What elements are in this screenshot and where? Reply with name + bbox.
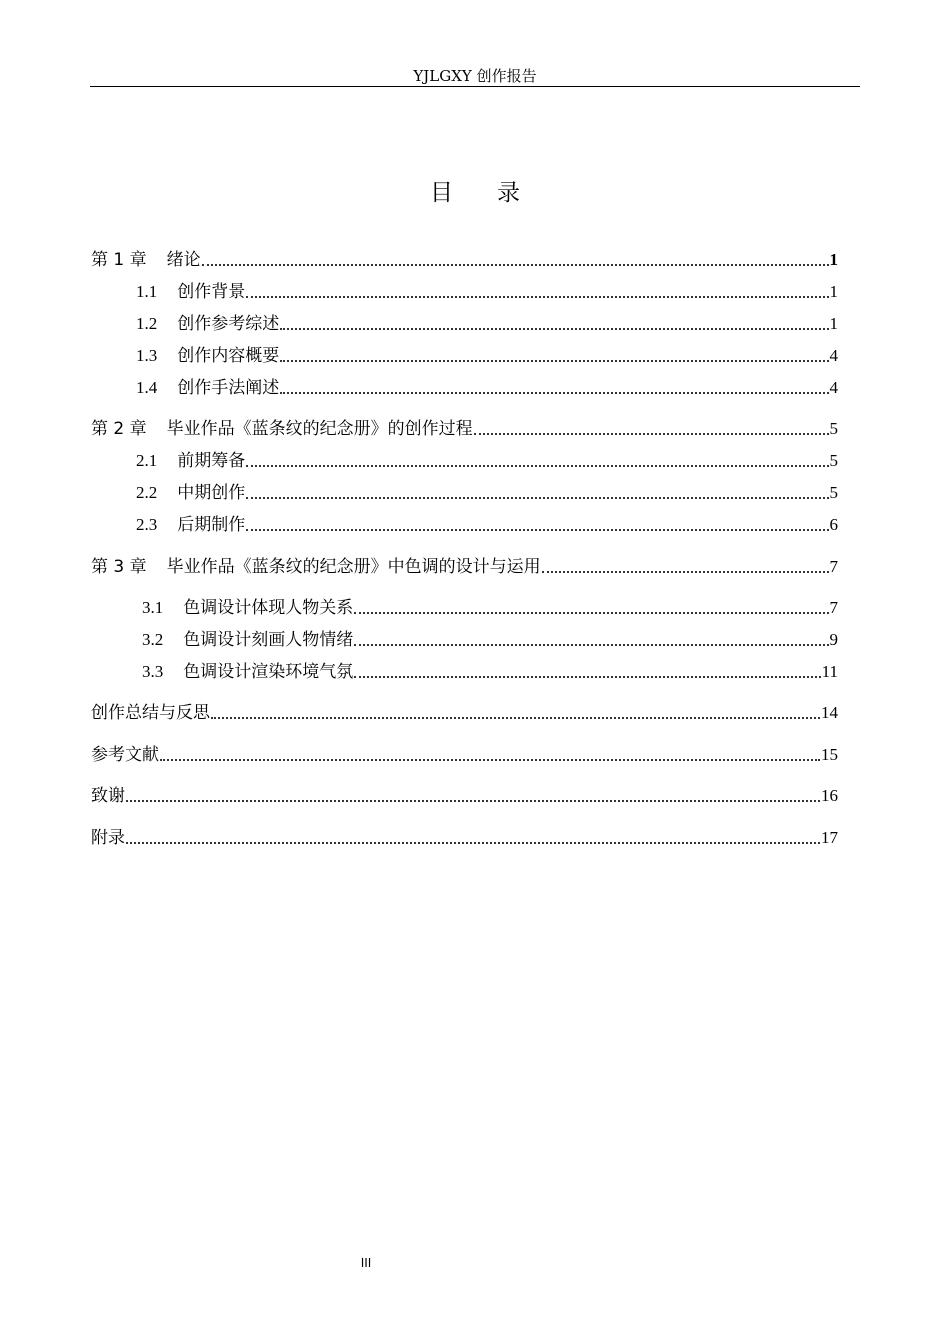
toc-entry-label: 致谢 <box>91 786 125 806</box>
toc-entry-page: 7 <box>829 598 838 617</box>
toc-entry-label: 参考文献 <box>91 745 159 765</box>
toc-entry-label: 创作手法阐述 <box>177 378 280 398</box>
toc-entry-page: 11 <box>821 662 838 681</box>
dot-leader <box>280 391 828 394</box>
toc-entry-label: 前期筹备 <box>177 451 246 471</box>
toc-entry-page: 14 <box>821 703 838 722</box>
toc-entry-1-4[interactable] <box>136 376 838 400</box>
toc-entry-label: 色调设计渲染环境气氛 <box>183 662 354 682</box>
toc-entry-number: 第 1 章 <box>91 250 147 270</box>
page-header <box>90 66 860 87</box>
toc-entry-2-3[interactable] <box>136 513 838 537</box>
dot-leader <box>202 263 829 266</box>
toc-entry-label: 附录 <box>91 828 125 848</box>
page-number: III <box>360 1256 372 1270</box>
dot-leader <box>126 841 820 844</box>
toc-entry-chapter-1[interactable] <box>91 248 838 272</box>
toc-entry-number: 1.1 <box>136 282 158 301</box>
toc-entry-number: 1.3 <box>136 346 158 365</box>
dot-leader <box>280 327 828 330</box>
dot-leader <box>354 611 828 614</box>
toc-entry-page: 16 <box>821 786 838 805</box>
toc-entry-label: 色调设计刻画人物情绪 <box>183 630 354 650</box>
toc-entry-3-2[interactable] <box>142 628 838 652</box>
toc-entry-2-1[interactable] <box>136 449 838 473</box>
dot-leader <box>474 432 829 435</box>
toc-entry-label: 毕业作品《蓝条纹的纪念册》中色调的设计与运用 <box>166 557 541 577</box>
toc-entry-number: 1.2 <box>136 314 158 333</box>
toc-entry-page: 4 <box>829 378 838 397</box>
toc-entry-number: 1.4 <box>136 378 158 397</box>
toc-entry-page: 15 <box>821 745 838 764</box>
toc-entry-page: 5 <box>829 419 838 438</box>
toc-entry-label: 绪论 <box>166 250 201 270</box>
toc-entry-acknowledgements[interactable] <box>91 784 838 808</box>
toc-entry-1-3[interactable] <box>136 344 838 368</box>
toc-entry-page: 1 <box>829 282 838 301</box>
dot-leader <box>160 758 820 761</box>
toc-entry-number: 2.3 <box>136 515 158 534</box>
toc-entry-number: 第 3 章 <box>91 557 147 577</box>
toc-entry-label: 中期创作 <box>177 483 246 503</box>
toc-entry-page: 5 <box>829 451 838 470</box>
toc-entry-page: 17 <box>821 828 838 847</box>
toc-entry-page: 7 <box>829 557 838 576</box>
toc-entry-2-2[interactable] <box>136 481 838 505</box>
toc-title: 目录 <box>430 180 564 206</box>
dot-leader <box>246 528 828 531</box>
toc-entry-appendix[interactable] <box>91 826 838 850</box>
toc-entry-number: 3.1 <box>142 598 164 617</box>
toc-entry-page: 1 <box>829 250 838 269</box>
toc-entry-number: 2.2 <box>136 483 158 502</box>
toc-entry-number: 2.1 <box>136 451 158 470</box>
dot-leader <box>211 716 820 719</box>
dot-leader <box>280 359 828 362</box>
toc-entry-page: 6 <box>829 515 838 534</box>
toc-entry-label: 创作总结与反思 <box>91 703 210 723</box>
toc-entry-1-2[interactable] <box>136 312 838 336</box>
toc-entry-chapter-2[interactable] <box>91 417 838 441</box>
dot-leader <box>126 799 820 802</box>
dot-leader <box>246 464 828 467</box>
header-title: YJLGXY 创作报告 <box>413 67 537 85</box>
toc-entry-references[interactable] <box>91 743 838 767</box>
toc-entry-label: 创作内容概要 <box>177 346 280 366</box>
toc-entry-number: 第 2 章 <box>91 419 147 439</box>
toc-entry-page: 4 <box>829 346 838 365</box>
toc-entry-number: 3.2 <box>142 630 164 649</box>
toc-entry-summary[interactable] <box>91 701 838 725</box>
toc-entry-page: 1 <box>829 314 838 333</box>
toc-entry-label: 创作参考综述 <box>177 314 280 334</box>
toc-entry-label: 毕业作品《蓝条纹的纪念册》的创作过程 <box>166 419 473 439</box>
toc-entry-page: 5 <box>829 483 838 502</box>
toc-entry-3-3[interactable] <box>142 660 838 684</box>
dot-leader <box>246 496 828 499</box>
dot-leader <box>354 675 820 678</box>
dot-leader <box>542 570 829 573</box>
toc-entry-1-1[interactable] <box>136 280 838 304</box>
dot-leader <box>246 295 828 298</box>
dot-leader <box>354 643 828 646</box>
toc-entry-label: 后期制作 <box>177 515 246 535</box>
toc-entry-label: 创作背景 <box>177 282 246 302</box>
toc-entry-number: 3.3 <box>142 662 164 681</box>
toc-entry-label: 色调设计体现人物关系 <box>183 598 354 618</box>
toc-entry-3-1[interactable] <box>142 596 838 620</box>
toc-entry-chapter-3[interactable] <box>91 555 838 579</box>
toc-entry-page: 9 <box>829 630 838 649</box>
